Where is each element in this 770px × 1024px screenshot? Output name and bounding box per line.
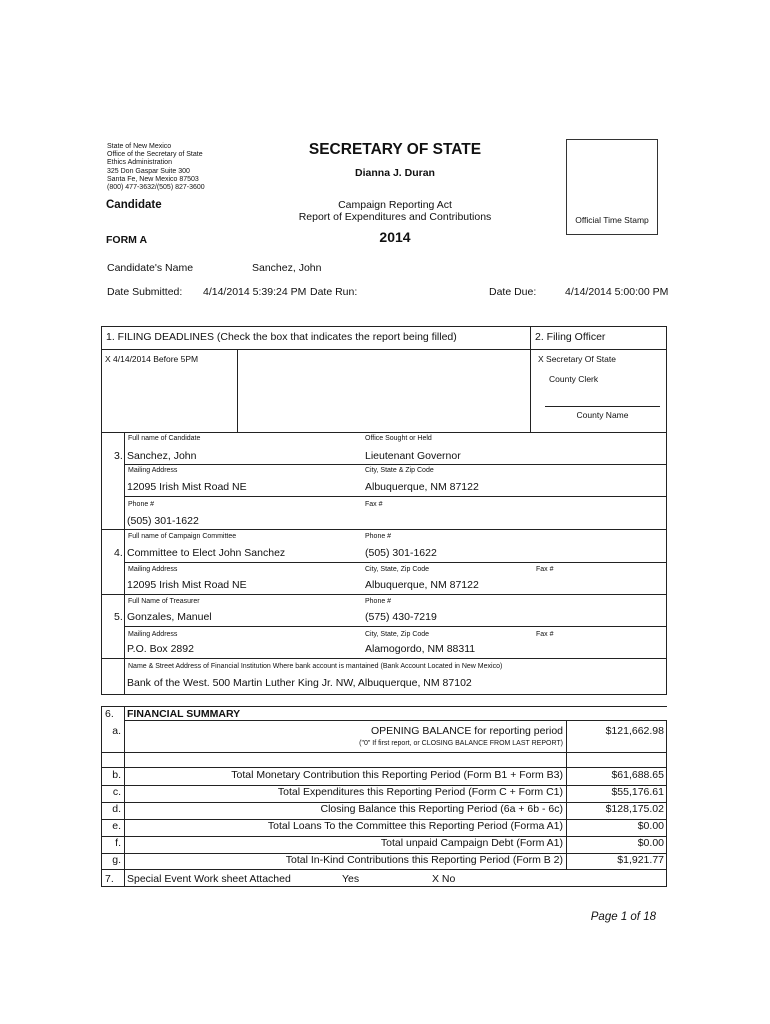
date-due-label: Date Due:	[489, 286, 537, 298]
bank-address: Bank of the West. 500 Martin Luther King Jr. NW, Albuquerque, NM 87102	[127, 677, 472, 689]
row-letter: e.	[112, 820, 121, 832]
field-label: Phone #	[128, 501, 155, 508]
divider	[101, 694, 667, 695]
time-stamp-box	[566, 139, 658, 235]
divider	[101, 869, 667, 870]
special-event-yes[interactable]: Yes	[342, 873, 360, 885]
county-name-line	[545, 406, 660, 407]
treasurer-city: Alamogordo, NM 88311	[365, 643, 476, 655]
divider	[101, 326, 667, 327]
committee-city: Albuquerque, NM 87122	[365, 579, 479, 591]
divider	[101, 658, 667, 659]
row-letter: c.	[112, 786, 121, 798]
divider	[124, 496, 667, 497]
field-label: Phone #	[365, 533, 392, 540]
summary-row-value: $0.00	[637, 837, 664, 849]
summary-row-value: $0.00	[637, 820, 664, 832]
office-sought: Lieutenant Governor	[365, 450, 461, 462]
financial-summary-title: FINANCIAL SUMMARY	[127, 708, 241, 720]
divider	[101, 752, 667, 753]
report-name: Report of Expenditures and Contributions	[298, 211, 492, 223]
section-number: 7.	[105, 873, 114, 885]
divider	[101, 706, 667, 707]
row-letter: d.	[112, 803, 121, 815]
secretary-of-state-checkbox[interactable]: X Secretary Of State	[538, 354, 616, 364]
divider	[566, 720, 567, 869]
divider	[124, 720, 667, 721]
divider	[124, 562, 667, 563]
committee-mailing-address: 12095 Irish Mist Road NE	[127, 579, 247, 591]
date-submitted-label: Date Submitted:	[107, 286, 183, 298]
divider	[530, 326, 531, 433]
page-title: SECRETARY OF STATE	[308, 141, 482, 158]
agency-line: (800) 477-3632/(505) 827-3600	[107, 184, 205, 192]
summary-row-label: Total Monetary Contribution this Reporting Period (Form B1 + Form B3)	[231, 769, 563, 781]
row-letter: a.	[112, 725, 121, 737]
field-label: Full Name of Treasurer	[128, 598, 200, 605]
field-label: Mailing Address	[128, 467, 178, 474]
field-label: City, State & Zip Code	[365, 467, 434, 474]
candidate-mailing-address: 12095 Irish Mist Road NE	[127, 481, 247, 493]
field-label: Fax #	[536, 631, 554, 638]
agency-line: 325 Don Gaspar Suite 300	[107, 167, 190, 175]
section-number: 5.	[114, 611, 123, 623]
section-number: 6.	[105, 708, 114, 720]
candidate-full-name: Sanchez, John	[127, 450, 197, 462]
treasurer-name: Gonzales, Manuel	[127, 611, 212, 623]
form-label: FORM A	[106, 234, 148, 246]
divider	[124, 432, 125, 695]
section-number: 3.	[114, 450, 123, 462]
agency-line: Office of the Secretary of State	[107, 151, 203, 159]
divider	[101, 326, 102, 695]
opening-balance-note: ("0" If first report, or CLOSING BALANCE FROM LAST REPORT)	[359, 740, 563, 747]
candidate-city: Albuquerque, NM 87122	[365, 481, 479, 493]
field-label: Full name of Campaign Committee	[128, 533, 237, 540]
divider	[101, 767, 667, 768]
candidate-heading: Candidate	[106, 199, 162, 211]
divider	[101, 432, 667, 433]
secretary-name: Dianna J. Duran	[355, 167, 435, 179]
field-label: Phone #	[365, 598, 392, 605]
divider	[101, 349, 667, 350]
agency-line: Ethics Administration	[107, 159, 172, 167]
filing-officer-title: 2. Filing Officer	[535, 331, 606, 343]
section-number: 4.	[114, 547, 123, 559]
field-label: Office Sought or Held	[365, 435, 432, 442]
row-letter: g.	[112, 854, 121, 866]
agency-line: State of New Mexico	[107, 143, 172, 150]
divider	[666, 326, 667, 695]
summary-row-value: $55,176.61	[611, 786, 664, 798]
row-letter: b.	[112, 769, 121, 781]
summary-row-label: Total Loans To the Committee this Reporting Period (Forma A1)	[267, 820, 563, 832]
report-year: 2014	[379, 229, 411, 245]
field-label: Full name of Candidate	[128, 435, 201, 442]
row-letter: f.	[115, 837, 121, 849]
special-event-label: Special Event Work sheet Attached	[127, 873, 291, 885]
field-label: Mailing Address	[128, 566, 178, 573]
act-name: Campaign Reporting Act	[338, 199, 452, 211]
candidate-name-value: Sanchez, John	[252, 262, 322, 274]
summary-row-value: $128,175.02	[605, 803, 664, 815]
divider	[101, 529, 667, 530]
divider	[101, 594, 667, 595]
page-number: Page 1 of 18	[590, 911, 656, 923]
agency-address	[107, 143, 247, 192]
summary-row-label: Total Expenditures this Reporting Period (Form C + Form C1)	[277, 786, 563, 798]
date-due-value: 4/14/2014 5:00:00 PM	[565, 286, 669, 298]
divider	[101, 886, 667, 887]
field-label: City, State, Zip Code	[365, 566, 430, 573]
date-run-label: Date Run:	[310, 286, 358, 298]
treasurer-mailing-address: P.O. Box 2892	[127, 643, 194, 655]
filing-deadline-checkbox[interactable]: X 4/14/2014 Before 5PM	[105, 354, 199, 364]
field-label: City, State, Zip Code	[365, 631, 430, 638]
committee-name: Committee to Elect John Sanchez	[127, 547, 286, 559]
special-event-no[interactable]: X No	[432, 873, 456, 885]
date-submitted-value: 4/14/2014 5:39:24 PM	[203, 286, 307, 298]
field-label: Fax #	[536, 566, 554, 573]
divider	[237, 349, 238, 433]
time-stamp-label: Official Time Stamp	[575, 215, 649, 225]
summary-row-label: Total In-Kind Contributions this Reporting Period (Form B 2)	[285, 854, 563, 866]
county-name-label: County Name	[576, 410, 629, 420]
committee-phone: (505) 301-1622	[365, 547, 437, 559]
candidate-name-label: Candidate's Name	[107, 262, 194, 274]
field-label: Name & Street Address of Financial Institution Where bank account is mantained (Bank Account Located in New Mexico)	[128, 663, 503, 670]
divider	[666, 720, 667, 886]
field-label: Fax #	[365, 501, 383, 508]
opening-balance-value: $121,662.98	[605, 725, 664, 737]
county-clerk-checkbox[interactable]: County Clerk	[549, 374, 599, 384]
candidate-phone: (505) 301-1622	[127, 515, 199, 527]
filing-deadlines-title: 1. FILING DEADLINES (Check the box that indicates the report being filled)	[106, 331, 457, 343]
field-label: Mailing Address	[128, 631, 178, 638]
divider	[124, 706, 125, 886]
summary-row-label: Closing Balance this Reporting Period (6a + 6b - 6c)	[320, 803, 563, 815]
agency-line: Santa Fe, New Mexico 87503	[107, 175, 199, 183]
treasurer-phone: (575) 430-7219	[365, 611, 437, 623]
opening-balance-label: OPENING BALANCE for reporting period	[371, 725, 563, 737]
summary-row-label: Total unpaid Campaign Debt (Form A1)	[380, 837, 563, 849]
summary-row-value: $1,921.77	[617, 854, 664, 866]
divider	[124, 626, 667, 627]
divider	[124, 464, 667, 465]
summary-row-value: $61,688.65	[611, 769, 664, 781]
